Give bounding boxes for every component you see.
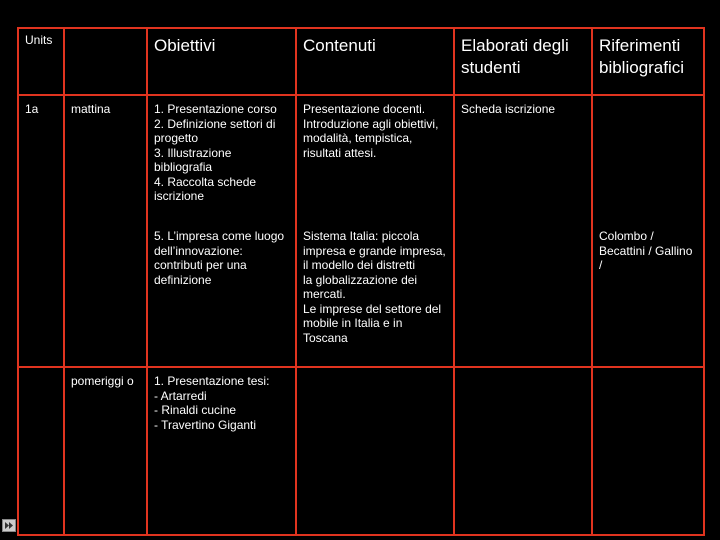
schedule-table-container bbox=[17, 27, 703, 528]
cell-riferimenti: Colombo / Becattini / Gallino / bbox=[592, 222, 704, 367]
cell-session: mattina bbox=[64, 95, 147, 367]
header-session bbox=[64, 28, 147, 95]
cell-obiettivi: 5. L’impresa come luogo dell’innovazione: contributi per una definizione bbox=[147, 222, 296, 367]
cell-obiettivi: 1. Presentazione tesi: - Artarredi - Rinaldi cucine - Travertino Giganti bbox=[147, 367, 296, 535]
table-row bbox=[18, 367, 704, 535]
cell-elaborati: Scheda iscrizione bbox=[454, 95, 592, 222]
header-riferimenti: Riferimenti bibliografici bbox=[592, 28, 704, 95]
cell-contenuti: Sistema Italia: piccola impresa e grande impresa, il modello dei distretti la globalizzazione dei mercati. Le imprese del settore del mobile in Italia e in Toscana bbox=[296, 222, 454, 367]
cell-obiettivi: 1. Presentazione corso 2. Definizione settori di progetto 3. Illustrazione bibliografia 4. Raccolta schede iscrizione bbox=[147, 95, 296, 222]
header-contenuti: Contenuti bbox=[296, 28, 454, 95]
cell-units bbox=[18, 367, 64, 535]
cell-elaborati bbox=[454, 222, 592, 367]
cell-elaborati bbox=[454, 367, 592, 535]
cell-units: 1a bbox=[18, 95, 64, 367]
cell-contenuti bbox=[296, 367, 454, 535]
course-schedule-table bbox=[17, 27, 705, 536]
cell-contenuti: Presentazione docenti. Introduzione agli obiettivi, modalità, tempistica, risultati attesi. bbox=[296, 95, 454, 222]
header-units: Units bbox=[18, 28, 64, 95]
slide-nav-graphic bbox=[2, 519, 16, 532]
header-obiettivi: Obiettivi bbox=[147, 28, 296, 95]
table-row bbox=[18, 95, 704, 222]
table-header-row bbox=[18, 28, 704, 95]
cell-riferimenti bbox=[592, 367, 704, 535]
cell-riferimenti bbox=[592, 95, 704, 222]
cell-session: pomeriggi o bbox=[64, 367, 147, 535]
slide-nav-icon[interactable] bbox=[2, 519, 16, 532]
header-elaborati: Elaborati degli studenti bbox=[454, 28, 592, 95]
